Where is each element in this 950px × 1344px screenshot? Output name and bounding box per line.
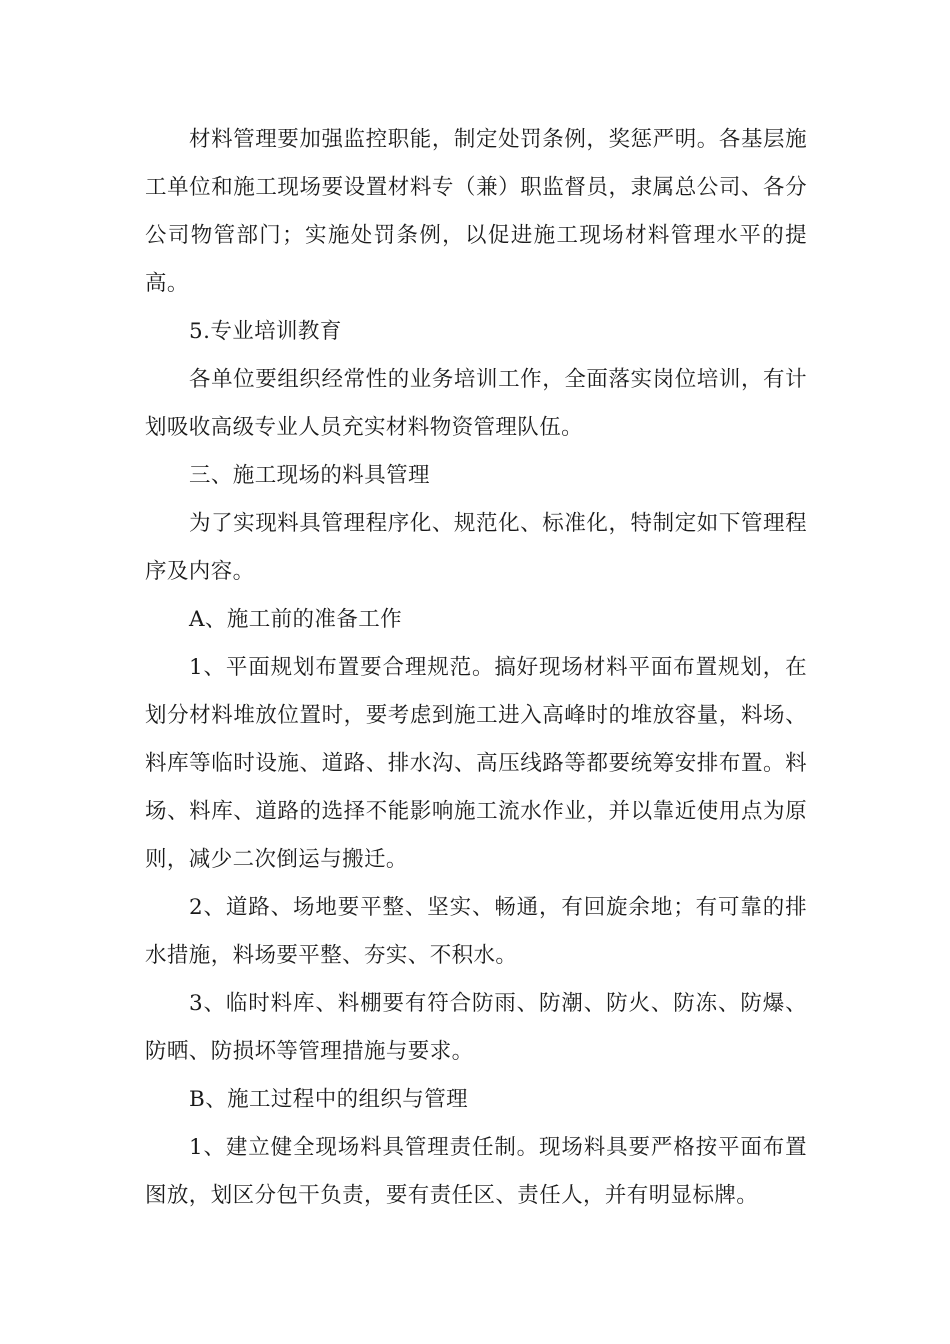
paragraph-responsibility-system: 1、建立健全现场料具管理责任制。现场料具要严格按平面布置图放，划区分包干负责，要有责任区、责任人，并有明显标牌。 xyxy=(145,1135,807,1208)
paragraph-layout-planning: 1、平面规划布置要合理规范。搞好现场材料平面布置规划，在划分材料堆放位置时，要考虑到施工进入高峰时的堆放容量，料场、料库等临时设施、道路、排水沟、高压线路等都要统筹安排布置。料场、料库、道路的选择不能影响施工流水作业，并以靠近使用点为原则，减少二次倒运与搬迁。 xyxy=(145,655,807,872)
heading-site-materials-management: 三、施工现场的料具管理 xyxy=(189,463,430,488)
paragraph-roads-and-sites: 2、道路、场地要平整、坚实、畅通，有回旋余地；有可靠的排水措施，料场要平整、夯实、不积水。 xyxy=(145,895,807,968)
paragraph-material-supervision: 材料管理要加强监控职能，制定处罚条例，奖惩严明。各基层施工单位和施工现场要设置材料专（兼）职监督员，隶属总公司、各分公司物管部门；实施处罚条例，以促进施工现场材料管理水平的提高。 xyxy=(145,127,807,296)
paragraph-training-work: 各单位要组织经常性的业务培训工作，全面落实岗位培训，有计划吸收高级专业人员充实材料物资管理队伍。 xyxy=(145,367,807,440)
heading-preparation-before-construction: A、施工前的准备工作 xyxy=(189,607,403,632)
paragraph-management-procedures: 为了实现料具管理程序化、规范化、标准化，特制定如下管理程序及内容。 xyxy=(145,511,807,584)
document-body xyxy=(145,116,807,1220)
heading-organization-during-construction: B、施工过程中的组织与管理 xyxy=(189,1087,469,1112)
paragraph-temporary-warehouses: 3、临时料库、料棚要有符合防雨、防潮、防火、防冻、防爆、防晒、防损坏等管理措施与要求。 xyxy=(145,991,807,1064)
heading-professional-training: 5.专业培训教育 xyxy=(189,319,342,344)
